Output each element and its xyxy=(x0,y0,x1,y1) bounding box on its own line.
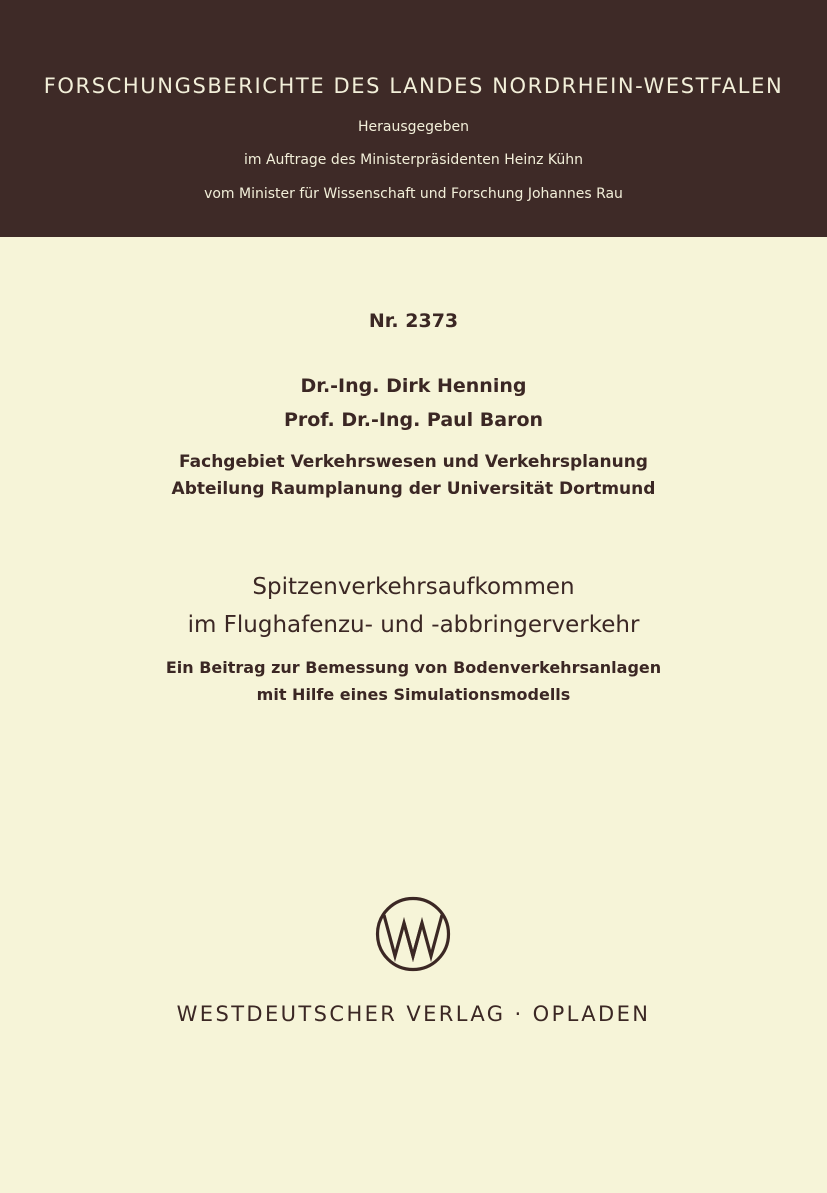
title-line-1: Spitzenverkehrsaufkommen xyxy=(252,574,575,600)
editor-line-2: im Auftrage des Ministerpräsidenten Heinz Kühn xyxy=(243,152,584,168)
author-2: Prof. Dr.-Ing. Paul Baron xyxy=(283,409,544,431)
ww-circle-logo-icon xyxy=(374,895,452,973)
institution-line-2: Abteilung Raumplanung der Universität Dortmund xyxy=(171,479,656,499)
title-line-2: im Flughafenzu- und -abbringerverkehr xyxy=(187,612,640,638)
editor-line-1: Herausgegeben xyxy=(357,119,469,135)
report-number: Nr. 2373 xyxy=(368,310,459,332)
subtitle-line-2: mit Hilfe eines Simulationsmodells xyxy=(256,685,571,704)
institution-line-1: Fachgebiet Verkehrswesen und Verkehrsplanung xyxy=(179,452,648,472)
author-1: Dr.-Ing. Dirk Henning xyxy=(300,375,527,397)
editor-line-3: vom Minister für Wissenschaft und Forschung Johannes Rau xyxy=(204,186,623,202)
series-title: FORSCHUNGSBERICHTE DES LANDES NORDRHEIN-WESTFALEN xyxy=(43,74,784,98)
publisher-name: WESTDEUTSCHER VERLAG · OPLADEN xyxy=(176,1002,651,1026)
series-header-band xyxy=(0,0,827,237)
subtitle-line-1: Ein Beitrag zur Bemessung von Bodenverkehrsanlagen xyxy=(165,658,662,677)
